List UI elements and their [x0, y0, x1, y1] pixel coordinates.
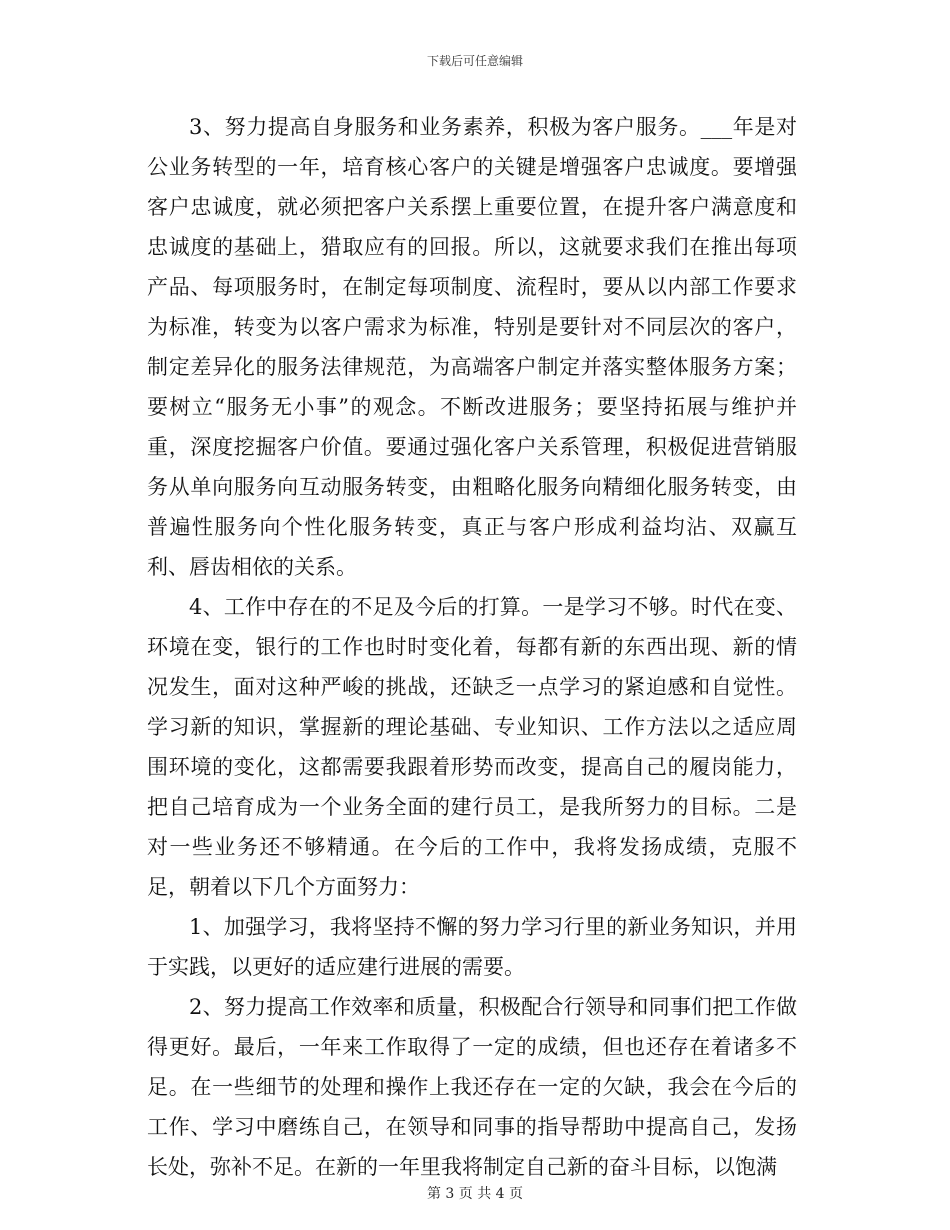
paragraph-4-shortcomings: 4、工作中存在的不足及今后的打算。一是学习不够。时代在变、环境在变，银行的工作也时时变化着，每都有新的东西出现、新的情况发生，面对这种严峻的挑战，还缺乏一点学习的紧迫感和自觉性。学习新的知识，掌握新的理论基础、专业知识、工作方法以之适应周围环境的变化，这都需要我跟着形势而改变，提高自己的履岗能力，把自己培育成为一个业务全面的建行员工，是我所努力的目标。二是对一些业务还不够精通。在今后的工作中，我将发扬成绩，克服不足，朝着以下几个方面努力： — [147, 595, 797, 899]
paragraph-2-efficiency: 2、努力提高工作效率和质量，积极配合行领导和同事们把工作做得更好。最后，一年来工作取得了一定的成绩，但也还存在着诸多不足。在一些细节的处理和操作上我还存在一定的欠缺，我会在今后的工作、学习中磨练自己，在领导和同事的指导帮助中提高自己，发扬长处，弥补不足。在新的一年里我将制定自己新的奋斗目标，以饱满 — [147, 995, 797, 1179]
paragraph-1-study: 1、加强学习，我将坚持不懈的努力学习行里的新业务知识，并用于实践，以更好的适应建行进展的需要。 — [147, 915, 797, 979]
page-number: 第 3 页 共 4 页 — [426, 1186, 524, 1202]
page-header: 下载后可任意编辑 — [426, 54, 523, 68]
paragraph-3-service: 3、努力提高自身服务和业务素养，积极为客户服务。___年是对公业务转型的一年，培育核心客户的关键是增强客户忠诚度。要增强客户忠诚度，就必须把客户关系摆上重要位置，在提升客户满意度和忠诚度的基础上，猎取应有的回报。所以，这就要求我们在推出每项产品、每项服务时，在制定每项制度、流程时，要从以内部工作要求为标准，转变为以客户需求为标准，特别是要针对不同层次的客户，制定差异化的服务法律规范，为高端客户制定并落实整体服务方案；要树立“服务无小事”的观念。不断改进服务；要坚持拓展与维护并重，深度挖掘客户价值。要通过强化客户关系管理，积极促进营销服务从单向服务向互动服务转变，由粗略化服务向精细化服务转变，由普遍性服务向个性化服务转变，真正与客户形成利益均沾、双赢互利、唇齿相依的关系。 — [147, 115, 797, 579]
document-body — [147, 107, 797, 1187]
